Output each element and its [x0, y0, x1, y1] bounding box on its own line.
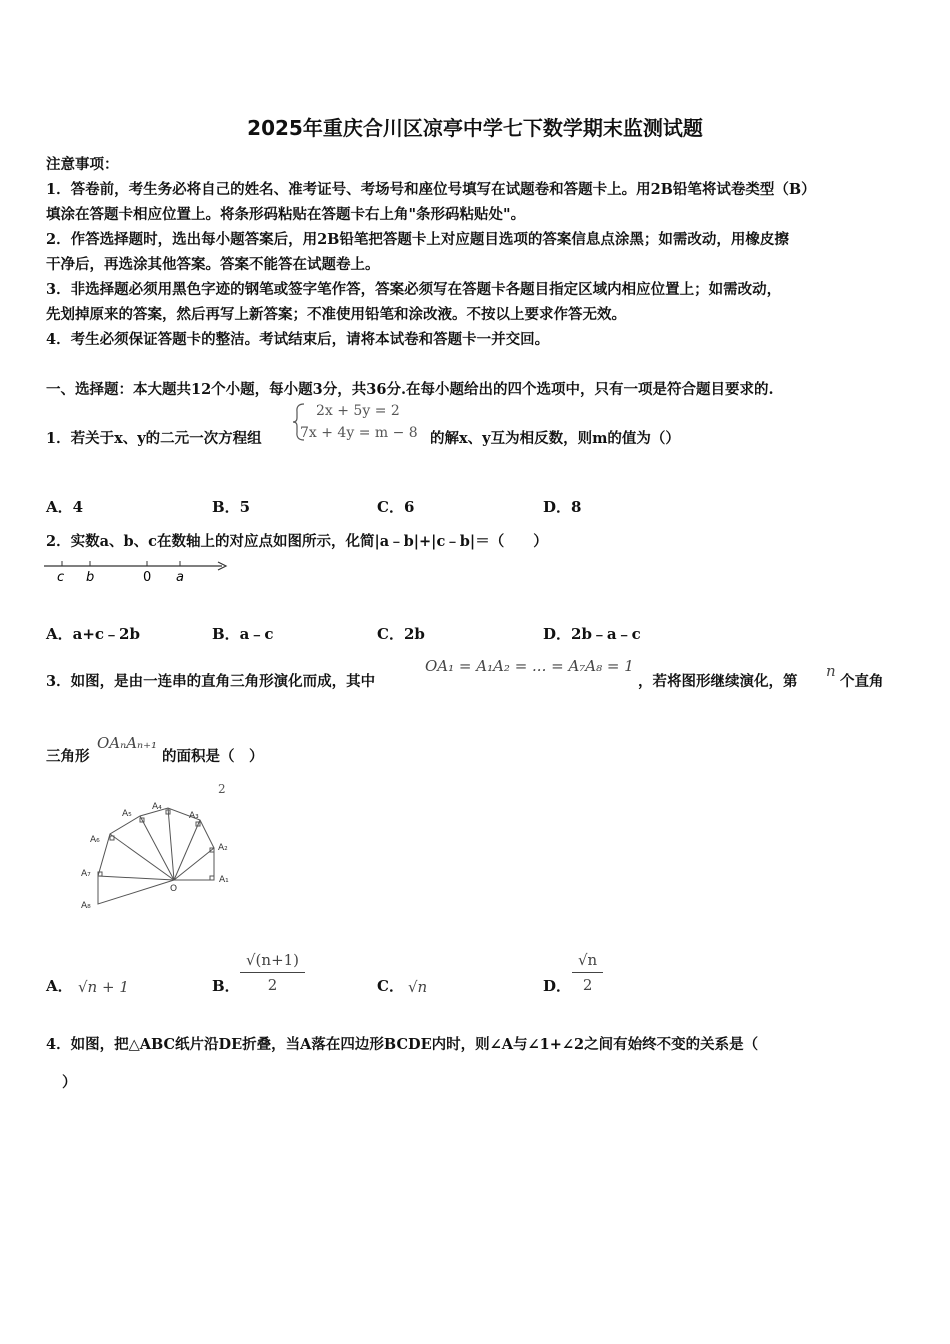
notice-line: 1．答卷前，考生务必将自己的姓名、准考证号、考场号和座位号填写在试题卷和答题卡上。用2B铅笔将试卷类型（B） — [46, 181, 816, 198]
q3-option-c-label[interactable]: C． — [377, 977, 404, 995]
q3-option-a-value[interactable]: √n + 1 — [78, 978, 129, 996]
q1-equation-2: 7x + 4y = m − 8 — [300, 425, 418, 441]
q1-equation-1: 2x + 5y = 2 — [316, 403, 400, 419]
q1-suffix: 的解x、y互为相反数，则m的值为（） — [430, 430, 680, 447]
q3-line2-formula: OAₙAₙ₊₁ — [97, 734, 158, 752]
fig-label-a7: A₇ — [81, 869, 91, 879]
q2-option-b[interactable]: B．a﹣c — [212, 625, 274, 643]
axis-label-c: c — [57, 570, 65, 585]
fig-label-a5: A₅ — [122, 809, 132, 819]
q4-stem-end: ） — [62, 1074, 77, 1091]
q1-option-a[interactable]: A．4 — [46, 498, 84, 516]
q3-option-b-label[interactable]: B． — [212, 977, 240, 995]
q3-option-b-denominator: 2 — [267, 976, 278, 994]
q3-stray-mark: 2 — [218, 782, 226, 796]
section-heading: 一、选择题：本大题共12个小题，每小题3分，共36分.在每小题给出的四个选项中，只有一项是符合题目要求的. — [46, 381, 774, 398]
q1-option-c[interactable]: C．6 — [377, 498, 415, 516]
q3-option-c-value[interactable]: √n — [408, 978, 428, 996]
notice-line: 3．非选择题必须用黑色字迹的钢笔或签字笔作答，答案必须写在答题卡各题目指定区域内相应位置上；如需改动， — [46, 281, 782, 298]
q1-option-d[interactable]: D．8 — [543, 498, 582, 516]
notice-line: 4．考生必须保证答题卡的整洁。考试结束后，请将本试卷和答题卡一并交回。 — [46, 331, 550, 348]
number-line — [42, 556, 232, 586]
fig-label-a1: A₁ — [219, 875, 229, 885]
fig-label-a3: A₃ — [189, 811, 199, 821]
fig-label-a2: A₂ — [218, 843, 228, 853]
axis-label-a: a — [176, 570, 184, 585]
q3-option-d-numerator: √n — [572, 948, 603, 973]
axis-label-b: b — [86, 570, 95, 585]
fig-label-a6: A₆ — [90, 835, 100, 845]
q3-line2-suffix: 的面积是（ ） — [162, 748, 264, 765]
q3-option-b-numerator: √(n+1) — [240, 948, 305, 973]
q3-n: n — [826, 662, 836, 680]
page-title: 2025年重庆合川区凉亭中学七下数学期末监测试题 — [247, 116, 703, 140]
q4-stem: 4．如图，把△ABC纸片沿DE折叠，当A落在四边形BCDE内时，则∠A与∠1+∠2之间有始终不变的关系是（ — [46, 1036, 759, 1053]
fig-label-o: O — [170, 884, 178, 894]
q2-option-d[interactable]: D．2b﹣a﹣c — [543, 625, 641, 643]
axis-label-0: 0 — [143, 570, 152, 585]
q3-prefix: 3．如图，是由一连串的直角三角形演化而成，其中 — [46, 673, 376, 690]
q2-option-a[interactable]: A．a+c﹣2b — [46, 625, 140, 643]
q1-prefix: 1．若关于x、y的二元一次方程组 — [46, 430, 262, 447]
q3-figure — [76, 796, 236, 916]
fig-label-a4: A₄ — [152, 802, 162, 812]
notice-line: 填涂在答题卡相应位置上。将条形码粘贴在答题卡右上角"条形码粘贴处"。 — [46, 206, 526, 223]
notice-line: 先划掉原来的答案，然后再写上新答案；不准使用铅笔和涂改液。不按以上要求作答无效。 — [46, 306, 626, 323]
q3-option-b-fraction[interactable] — [240, 948, 305, 997]
q3-suffix: 个直角 — [840, 673, 884, 690]
q3-option-d-fraction[interactable] — [572, 948, 603, 997]
q2-option-c[interactable]: C．2b — [377, 625, 425, 643]
q3-option-a-label[interactable]: A． — [46, 977, 73, 995]
q3-line2-prefix: 三角形 — [46, 748, 90, 765]
q3-option-d-denominator: 2 — [582, 976, 593, 994]
q2-stem: 2．实数a、b、c在数轴上的对应点如图所示，化简|a﹣b|+|c﹣b|＝（ ） — [46, 533, 548, 550]
notice-line: 2．作答选择题时，选出每小题答案后，用2B铅笔把答题卡上对应题目选项的答案信息点涂黑；如需改动，用橡皮擦 — [46, 231, 789, 248]
notice-heading: 注意事项： — [46, 156, 119, 173]
q3-middle: ，若将图形继续演化，第 — [638, 673, 798, 690]
q3-option-d-label[interactable]: D． — [543, 977, 572, 995]
fig-label-a8: A₈ — [81, 901, 91, 911]
notice-line: 干净后，再选涂其他答案。答案不能答在试题卷上。 — [46, 256, 380, 273]
q1-option-b[interactable]: B．5 — [212, 498, 251, 516]
q3-formula: OA₁ = A₁A₂ = ... = A₇A₈ = 1 — [425, 657, 634, 675]
